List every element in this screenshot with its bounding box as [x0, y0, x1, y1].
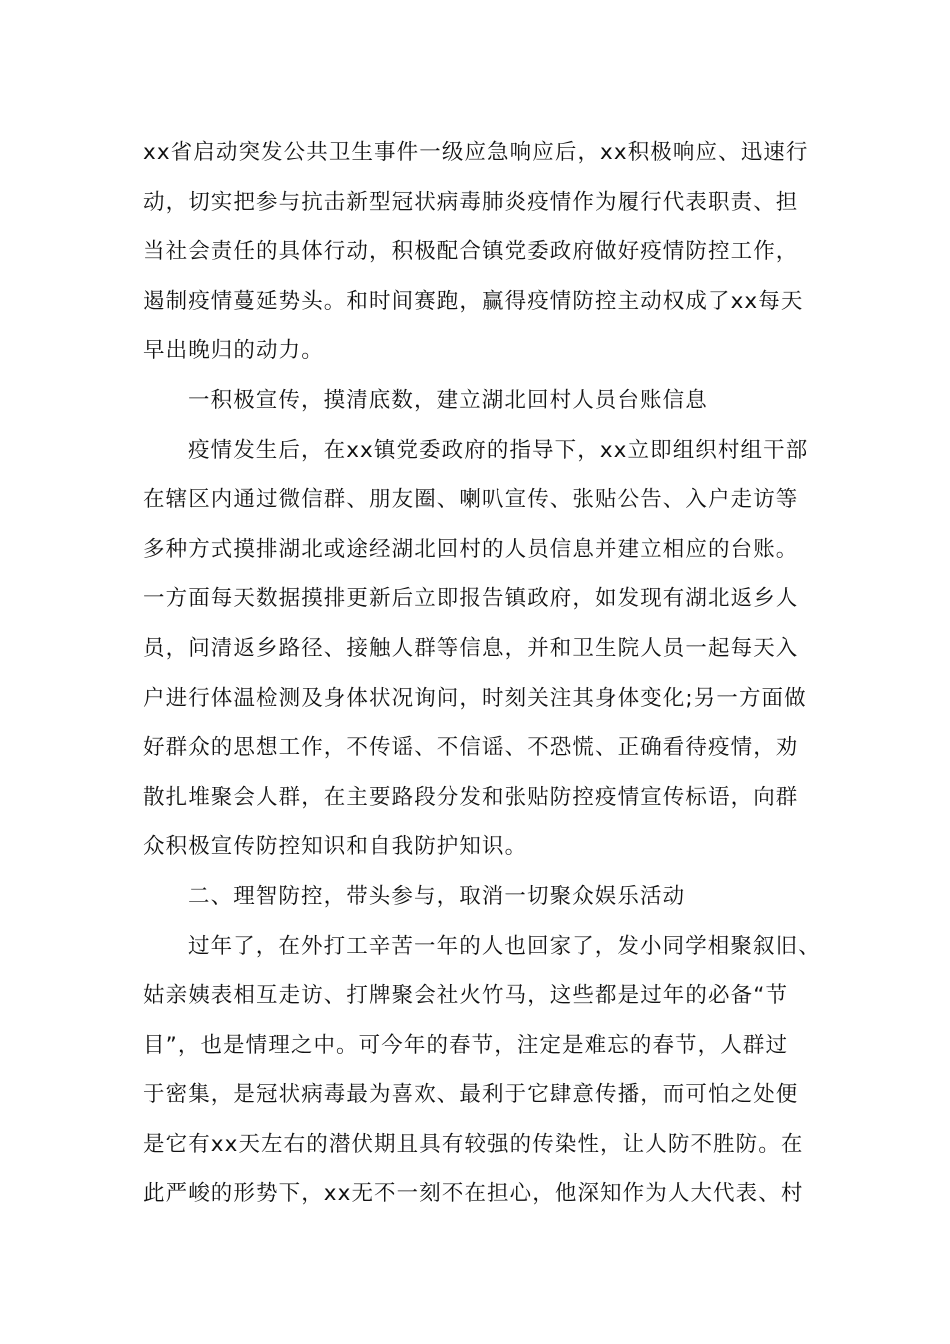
paragraph-3-line-6: 此严峻的形势下，xx无不一刻不在担心，他深知作为人大代表、村	[143, 1181, 804, 1207]
paragraph-3-line-4: 于密集，是冠状病毒最为喜欢、最利于它肆意传播，而可怕之处便	[143, 1082, 799, 1108]
paragraph-2-line-2: 在辖区内通过微信群、朋友圈、喇叭宣传、张贴公告、入户走访等	[143, 487, 799, 513]
paragraph-2-line-9: 众积极宣传防控知识和自我防护知识。	[143, 834, 528, 860]
paragraph-2-line-3: 多种方式摸排湖北或途经湖北回村的人员信息并建立相应的台账。	[143, 536, 799, 562]
paragraph-2-line-4: 一方面每天数据摸排更新后立即报告镇政府，如发现有湖北返乡人	[143, 586, 799, 612]
paragraph-1-line-5: 早出晚归的动力。	[143, 338, 324, 364]
paragraph-3-line-2: 姑亲姨表相互走访、打牌聚会社火竹马，这些都是过年的必备“节	[143, 983, 789, 1009]
section-heading-2: 二、理智防控，带头参与，取消一切聚众娱乐活动	[188, 883, 686, 909]
paragraph-1-line-4: 遏制疫情蔓延势头。和时间赛跑，赢得疫情防控主动权成了xx每天	[143, 288, 804, 314]
document-body	[143, 128, 821, 1219]
paragraph-3-line-1: 过年了，在外打工辛苦一年的人也回家了，发小同学相聚叙旧、	[188, 933, 821, 959]
paragraph-1-line-2: 动，切实把参与抗击新型冠状病毒肺炎疫情作为履行代表职责、担	[143, 189, 799, 215]
paragraph-2-line-8: 散扎堆聚会人群，在主要路段分发和张贴防控疫情宣传标语，向群	[143, 784, 799, 810]
paragraph-2-line-7: 好群众的思想工作，不传谣、不信谣、不恐慌、正确看待疫情，劝	[143, 735, 799, 761]
paragraph-3-line-5: 是它有xx天左右的潜伏期且具有较强的传染性，让人防不胜防。在	[143, 1131, 804, 1157]
paragraph-1-line-1: xx省启动突发公共卫生事件一级应急响应后，xx积极响应、迅速行	[143, 140, 809, 165]
paragraph-2-line-6: 户进行体温检测及身体状况询问，时刻关注其身体变化;另一方面做	[143, 685, 807, 711]
paragraph-1-line-3: 当社会责任的具体行动，积极配合镇党委政府做好疫情防控工作，	[143, 239, 799, 265]
paragraph-2-line-5: 员，问清返乡路径、接触人群等信息，并和卫生院人员一起每天入	[143, 635, 799, 661]
section-heading-1: 一积极宣传，摸清底数，建立湖北回村人员台账信息	[188, 387, 708, 413]
paragraph-2-line-1: 疫情发生后，在xx镇党委政府的指导下，xx立即组织村组干部	[188, 437, 809, 463]
paragraph-3-line-3: 目”，也是情理之中。可今年的春节，注定是难忘的春节，人群过	[143, 1032, 789, 1058]
